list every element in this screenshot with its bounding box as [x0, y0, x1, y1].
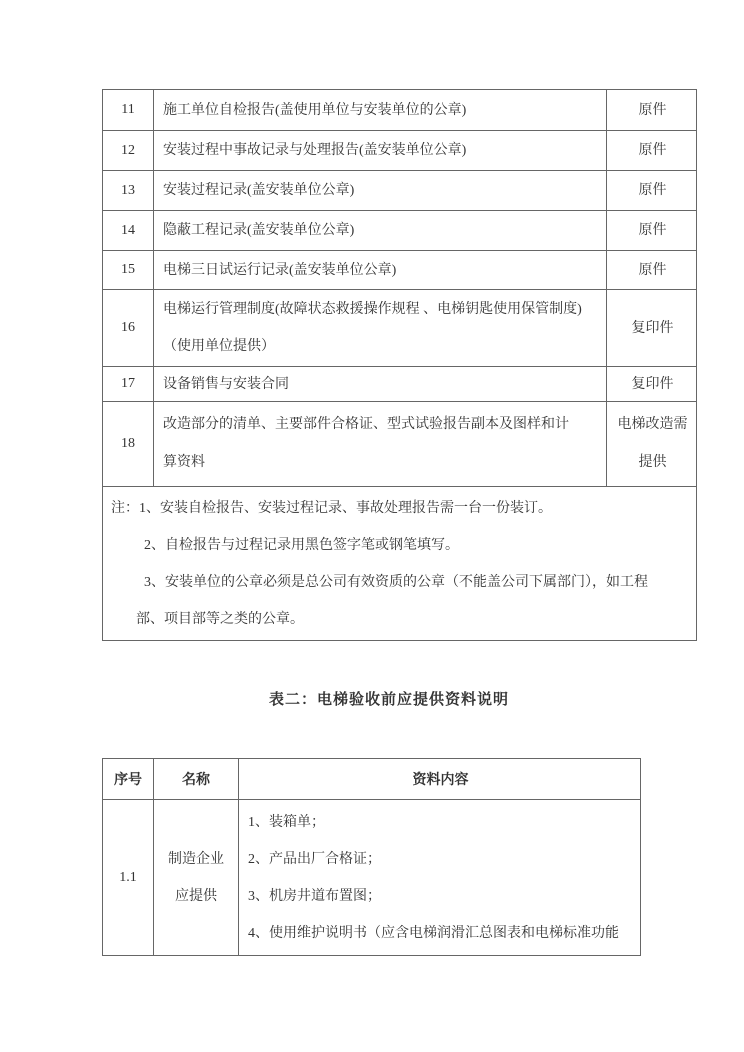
status-line: 复印件 — [631, 320, 674, 336]
content-line: 改造部分的清单、主要部件合格证、型式试验报告副本及图样和计 — [163, 417, 569, 432]
table1-row-18 — [103, 401, 696, 486]
row-number: 11 — [121, 102, 135, 117]
row-status — [606, 402, 698, 486]
status-line: 复印件 — [631, 376, 674, 392]
note-line-1: 注：1、安装自检报告、安装过程记录、事故处理报告需一台一份装订。 — [111, 501, 552, 516]
row-content — [153, 402, 606, 486]
row-status — [606, 290, 698, 366]
row-content — [153, 131, 606, 170]
table1-row-17 — [103, 366, 696, 401]
content-line: 电梯三日试运行记录(盖安装单位公章) — [163, 262, 397, 278]
content-line: 设备销售与安装合同 — [163, 376, 289, 392]
content-line: 2、产品出厂合格证； — [248, 852, 381, 867]
table2-header-no: 序号 — [114, 773, 142, 788]
table2-header-name: 名称 — [153, 759, 238, 799]
row-number: 17 — [121, 376, 135, 391]
note-line-3: 3、安装单位的公章必须是总公司有效资质的公章（不能盖公司下属部门），如工程 — [144, 575, 648, 590]
table1-row-12 — [103, 130, 696, 170]
content-line: 3、机房井道布置图； — [248, 889, 381, 904]
row-status — [606, 251, 698, 289]
content-line: 电梯运行管理制度(故障状态救援操作规程 、电梯钥匙使用保管制度) — [163, 302, 582, 317]
status-line: 原件 — [638, 183, 667, 198]
row-number: 1.1 — [119, 869, 137, 885]
row-number: 12 — [121, 142, 135, 158]
table1-row-11 — [103, 90, 696, 130]
row-status — [606, 367, 698, 401]
row-content — [238, 800, 642, 955]
content-line: 安装过程中事故记录与处理报告(盖安装单位公章) — [163, 143, 467, 158]
row-content — [153, 251, 606, 289]
table2-title: 表二：电梯验收前应提供资料说明 — [268, 692, 509, 708]
status-line: 原件 — [638, 262, 667, 278]
table1-installation-documents — [102, 89, 697, 641]
row-number: 16 — [121, 320, 135, 335]
content-line: 施工单位自检报告(盖使用单位与安装单位的公章) — [163, 102, 467, 118]
row-content — [153, 367, 606, 401]
row-content — [153, 211, 606, 250]
row-number: 13 — [121, 182, 135, 198]
table1-row-16 — [103, 289, 696, 366]
row-name — [153, 800, 238, 955]
table2-header-content: 资料内容 — [238, 759, 642, 799]
row-content — [153, 171, 606, 210]
status-line: 原件 — [638, 102, 667, 118]
table2-row-1-1 — [103, 799, 640, 955]
row-number: 18 — [121, 436, 135, 451]
name-line: 制造企业 — [168, 851, 224, 867]
table1-notes-row — [103, 486, 696, 640]
row-status — [606, 90, 698, 130]
status-line: 原件 — [638, 223, 667, 238]
row-content — [153, 290, 606, 366]
content-line: （使用单位提供） — [163, 339, 275, 354]
content-line: 算资料 — [163, 455, 205, 470]
content-line: 隐蔽工程记录(盖安装单位公章) — [163, 223, 355, 238]
row-content — [153, 90, 606, 130]
table1-row-13 — [103, 170, 696, 210]
table2-header-row — [103, 759, 640, 799]
status-line: 原件 — [638, 143, 667, 158]
row-number: 14 — [121, 222, 135, 238]
row-status — [606, 171, 698, 210]
row-status — [606, 211, 698, 250]
name-line: 应提供 — [175, 888, 217, 904]
row-status — [606, 131, 698, 170]
table1-row-14 — [103, 210, 696, 250]
content-line: 1、装箱单； — [248, 815, 325, 830]
status-line: 提供 — [638, 455, 667, 470]
note-line-4: 部、项目部等之类的公章。 — [136, 612, 304, 627]
row-number: 15 — [121, 262, 135, 277]
content-line: 安装过程记录(盖安装单位公章) — [163, 183, 355, 198]
content-line: 4、使用维护说明书（应含电梯润滑汇总图表和电梯标准功能 — [248, 926, 619, 941]
table1-row-15 — [103, 250, 696, 289]
table2-acceptance-documents — [102, 758, 641, 956]
status-line: 电梯改造需 — [617, 417, 688, 432]
note-line-2: 2、自检报告与过程记录用黑色签字笔或钢笔填写。 — [144, 538, 459, 553]
